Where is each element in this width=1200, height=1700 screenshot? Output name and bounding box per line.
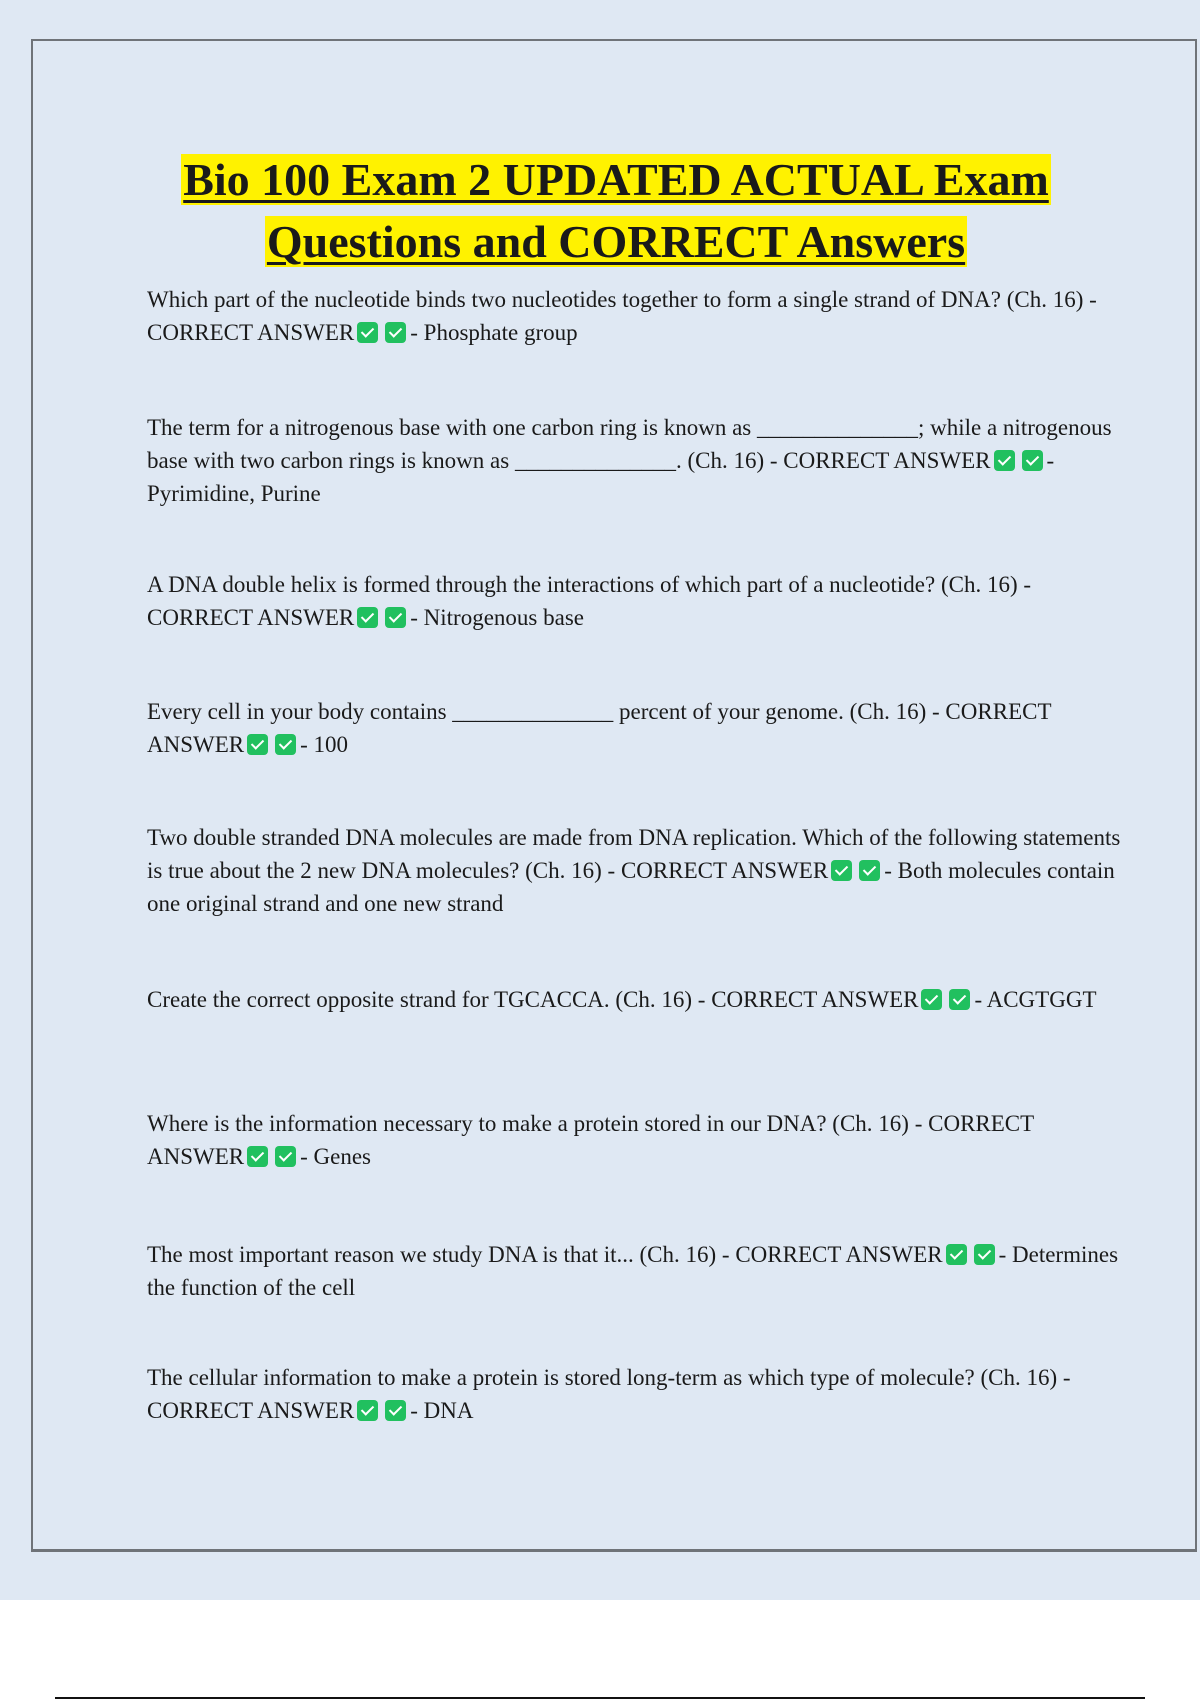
question-text: Where is the information necessary to make a protein stored in our DNA? (Ch. 16) - CORRECT ANSWER: [147, 1111, 1034, 1169]
document-page: [31, 39, 1197, 1552]
check-mark-icon: [385, 607, 406, 628]
question-text: The term for a nitrogenous base with one carbon ring is known as ______________; while a nitrogenous base with two carbon rings is known as ______________. (Ch. 16) - CORRECT ANSWER: [147, 415, 1112, 473]
check-mark-icon: [247, 1146, 268, 1167]
check-mark-icon: [357, 1400, 378, 1421]
check-mark-icon: [921, 989, 942, 1010]
title-line-2: Questions and CORRECT Answers: [266, 216, 966, 267]
check-mark-icon: [275, 734, 296, 755]
qa-item: [147, 983, 1122, 1016]
qa-item: [147, 283, 1122, 349]
answer-text: - Determines the function of the cell: [147, 1242, 1119, 1300]
check-mark-icon: [974, 1244, 995, 1265]
check-mark-icon: [859, 860, 880, 881]
question-text: The cellular information to make a protein is stored long-term as which type of molecule? (Ch. 16) - CORRECT ANSWER: [147, 1365, 1071, 1423]
title-line-1: Bio 100 Exam 2 UPDATED ACTUAL Exam: [183, 154, 1049, 205]
check-mark-icon: [1022, 450, 1043, 471]
footer-rule: [55, 1697, 1145, 1699]
question-text: Every cell in your body contains ______________ percent of your genome. (Ch. 16) - CORRECT ANSWER: [147, 699, 1052, 757]
check-mark-icon: [357, 322, 378, 343]
question-text: Create the correct opposite strand for TGCACCA. (Ch. 16) - CORRECT ANSWER: [147, 987, 919, 1012]
qa-item: [147, 1361, 1122, 1427]
qa-item: [147, 1107, 1122, 1173]
answer-text: - Pyrimidine, Purine: [147, 448, 1055, 506]
check-mark-icon: [994, 450, 1015, 471]
qa-item: [147, 568, 1122, 634]
check-mark-icon: [831, 860, 852, 881]
check-mark-icon: [385, 322, 406, 343]
qa-item: [147, 411, 1122, 510]
question-text: A DNA double helix is formed through the interactions of which part of a nucleotide? (Ch. 16) - CORRECT ANSWER: [147, 572, 1032, 630]
qa-item: [147, 695, 1122, 761]
question-text: Two double stranded DNA molecules are made from DNA replication. Which of the following statements is true about the 2 new DNA molecules? (Ch. 16) - CORRECT ANSWER: [147, 825, 1121, 883]
check-mark-icon: [247, 734, 268, 755]
answer-text: - Nitrogenous base: [410, 605, 584, 630]
qa-item: [147, 821, 1122, 920]
answer-text: - Both molecules contain one original strand and one new strand: [147, 858, 1115, 916]
answer-text: - ACGTGGT: [974, 987, 1097, 1012]
check-mark-icon: [949, 989, 970, 1010]
qa-item: [147, 1238, 1122, 1304]
check-mark-icon: [946, 1244, 967, 1265]
question-text: The most important reason we study DNA is that it... (Ch. 16) - CORRECT ANSWER: [147, 1242, 943, 1267]
answer-text: - DNA: [410, 1398, 474, 1423]
document-title: [33, 149, 1199, 273]
answer-text: - 100: [300, 732, 349, 757]
question-text: Which part of the nucleotide binds two nucleotides together to form a single strand of DNA? (Ch. 16) - CORRECT ANSWER: [147, 287, 1097, 345]
check-mark-icon: [385, 1400, 406, 1421]
check-mark-icon: [275, 1146, 296, 1167]
check-mark-icon: [357, 607, 378, 628]
answer-text: - Genes: [300, 1144, 372, 1169]
answer-text: - Phosphate group: [410, 320, 578, 345]
